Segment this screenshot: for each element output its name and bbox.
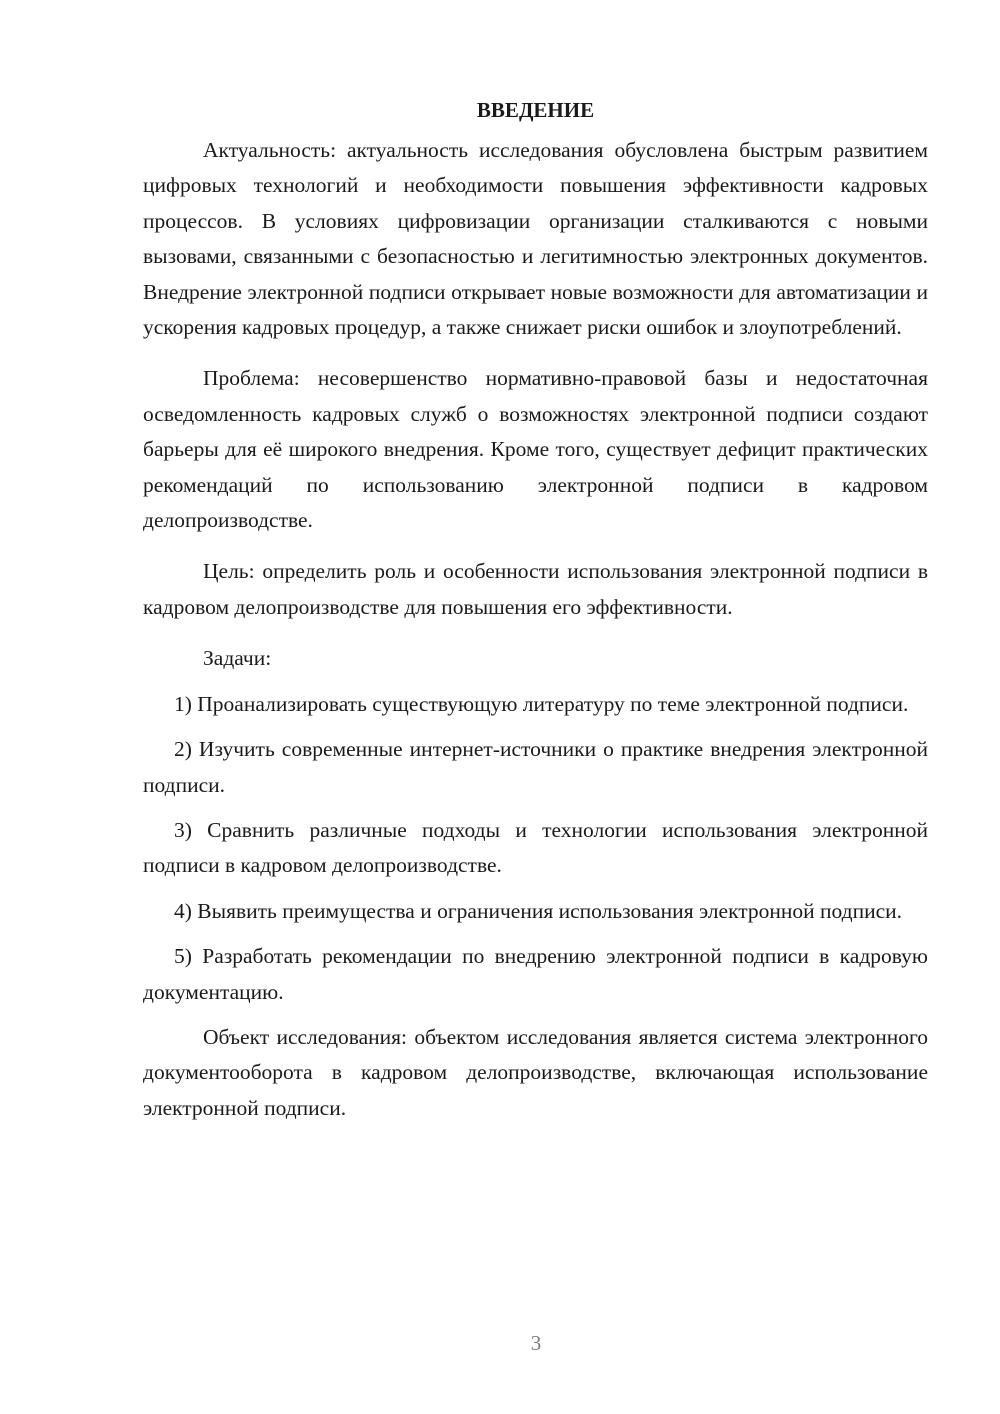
list-item: 5) Разработать рекомендации по внедрению электронной подписи в кадровую документацию. [143, 944, 928, 1004]
paragraph-goal: Цель: определить роль и особенности использования электронной подписи в кадровом делопроизводстве для повышения его эффективности. [143, 559, 928, 619]
list-item: 2) Изучить современные интернет-источники о практике внедрения электронной подписи. [143, 737, 928, 797]
tasks-heading: Задачи: [203, 646, 272, 671]
page-number: 3 [530, 1331, 542, 1355]
paragraph-problem: Проблема: несовершенство нормативно-правовой базы и недостаточная осведомленность кадровых служб о возможностях электронной подписи создают барьеры для её широкого внедрения. Кроме того, существует дефицит практических рекомендаций по использованию электронной подписи в кадровом делопроизводстве. [143, 366, 928, 533]
paragraph-relevance: Актуальность: актуальность исследования обусловлена быстрым развитием цифровых технологий и необходимости повышения эффективности кадровых процессов. В условиях цифровизации организации сталкиваются с новыми вызовами, связанными с безопасностью и легитимностью электронных документов. Внедрение электронной подписи открывает новые возможности для автоматизации и ускорения кадровых процедур, а также снижает риски ошибок и злоупотреблений. [143, 138, 928, 340]
list-item: 4) Выявить преимущества и ограничения использования электронной подписи. [174, 898, 903, 923]
list-item: 1) Проанализировать существующую литературу по теме электронной подписи. [174, 691, 909, 716]
document-page [143, 92, 928, 1126]
page-title: ВВЕДЕНИЕ [476, 98, 595, 122]
list-item: 3) Сравнить различные подходы и технологии использования электронной подписи в кадровом делопроизводстве. [143, 817, 928, 878]
paragraph-object: Объект исследования: объектом исследования является система электронного документооборота в кадровом делопроизводстве, включающая использование электронной подписи. [143, 1024, 928, 1120]
